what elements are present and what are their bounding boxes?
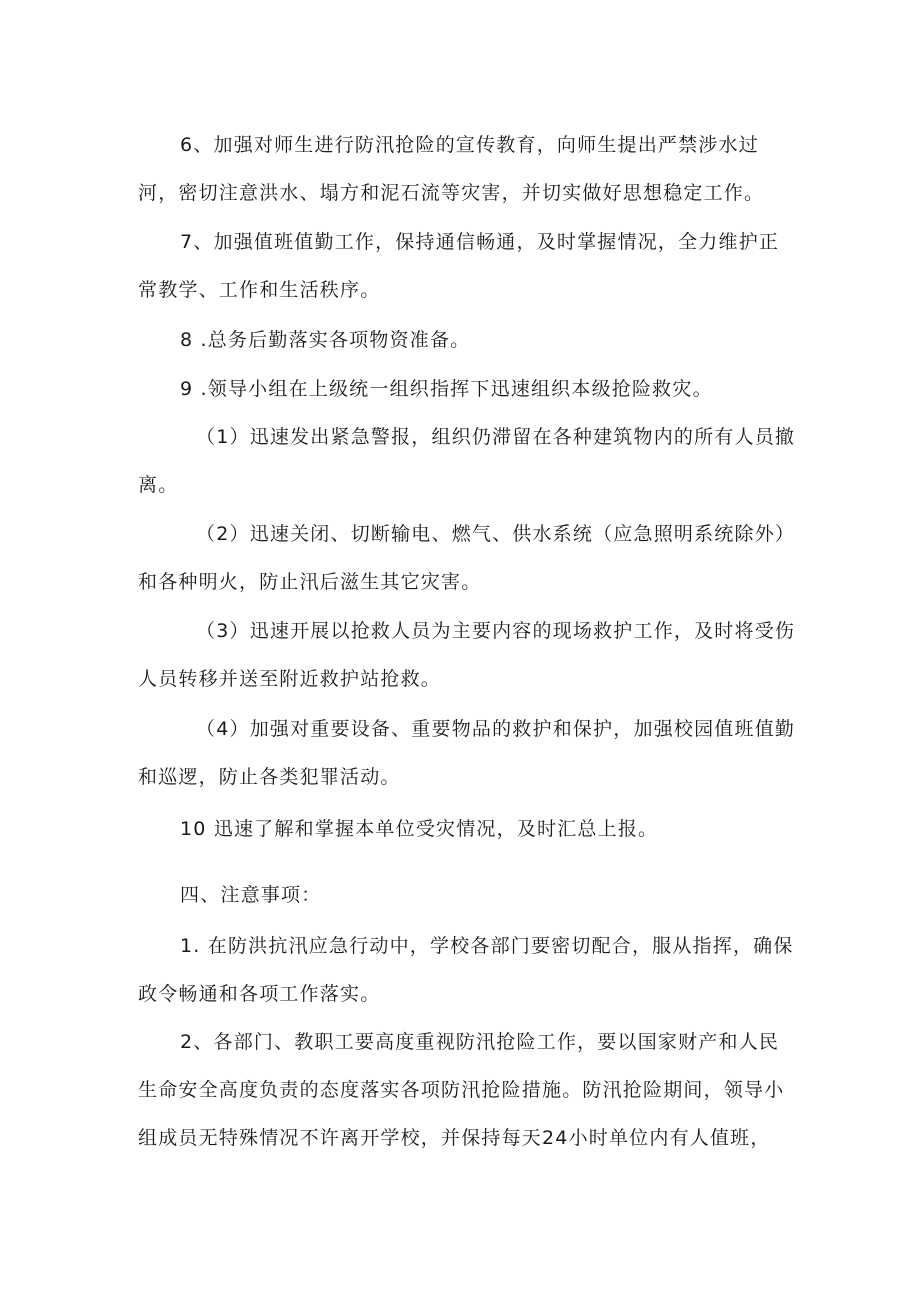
paragraph-item-9: 9 .领导小组在上级统一组织指挥下迅速组织本级抢险救灾。	[180, 378, 713, 400]
paragraph-item-7: 7、加强值班值勤工作，保持通信畅通，及时掌握情况，全力维护正常教学、工作和生活秩序。	[138, 231, 780, 301]
section-heading: 四、注意事项：	[180, 884, 322, 906]
paragraph-subitem-4: （4）加强对重要设备、重要物品的救护和保护，加强校园值班值勤和巡逻，防止各类犯罪活动。	[138, 718, 796, 788]
paragraph-item-10: 10 迅速了解和掌握本单位受灾情况，及时汇总上报。	[180, 818, 659, 840]
paragraph-subitem-2: （2）迅速关闭、切断输电、燃气、供水系统（应急照明系统除外）和各种明火，防止汛后滋生其它灾害。	[138, 523, 796, 593]
paragraph-item-8: 8 .总务后勤落实各项物资准备。	[180, 329, 471, 351]
paragraph-subitem-1: （1）迅速发出紧急警报，组织仍滞留在各种建筑物内的所有人员撤离。	[138, 426, 796, 496]
paragraph-subitem-3: （3）迅速开展以抢救人员为主要内容的现场救护工作，及时将受伤人员转移并送至附近救护站抢救。	[138, 620, 796, 690]
note-item-2: 2、各部门、教职工要高度重视防汛抢险工作，要以国家财产和人民生命安全高度负责的态度落实各项防汛抢险措施。防汛抢险期间，领导小组成员无特殊情况不许离开学校，并保持每天24小时单位内有人值班，	[138, 1031, 785, 1149]
paragraph-item-6: 6、加强对师生进行防汛抢险的宣传教育，向师生提出严禁涉水过河，密切注意洪水、塌方和泥石流等灾害，并切实做好思想稳定工作。	[138, 134, 765, 204]
note-item-1: 1. 在防洪抗汛应急行动中，学校各部门要密切配合，服从指挥，确保政令畅通和各项工作落实。	[138, 935, 794, 1005]
